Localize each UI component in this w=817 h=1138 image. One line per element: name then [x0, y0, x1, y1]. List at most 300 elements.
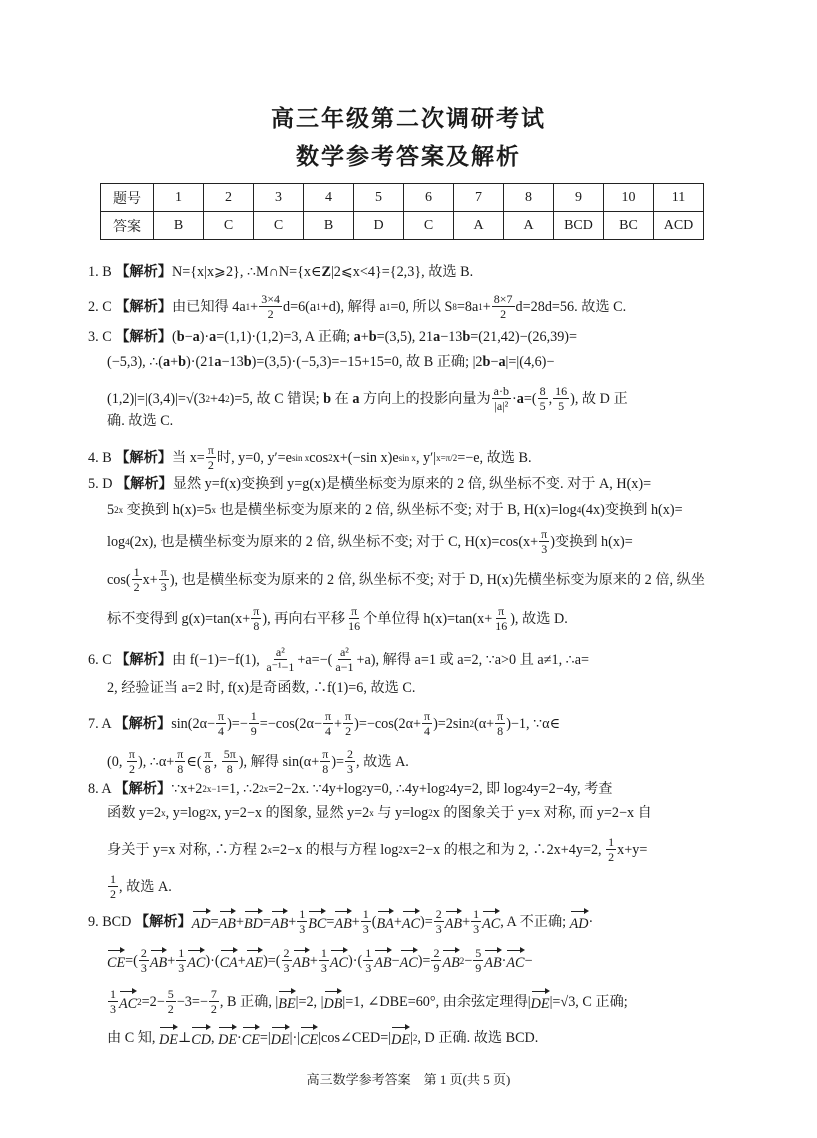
text-segment: 当 x=: [171, 449, 205, 466]
answer-cell: A: [454, 212, 504, 240]
bold-segment: a: [192, 329, 200, 345]
fraction: [259, 292, 282, 321]
denominator: 2: [345, 724, 352, 738]
subscript: 2: [445, 784, 450, 794]
vector: AD: [570, 909, 589, 934]
vector: DE: [218, 1025, 237, 1050]
numerator: 1: [365, 946, 372, 960]
vector: DE: [271, 1025, 290, 1050]
denominator: 3: [347, 762, 354, 776]
page-footer: 高三数学参考答案 第 1 页(共 5 页): [306, 1072, 511, 1087]
text-segment: |: [410, 1029, 413, 1046]
text-segment: =−cos(2α−: [259, 715, 322, 732]
text-segment: =(1,1)·(1,2)=3, A 正确;: [216, 329, 354, 345]
subscript: 2: [362, 784, 367, 794]
solution-line: [107, 384, 628, 413]
vector: DE: [531, 989, 550, 1014]
superscript: 2: [412, 1032, 418, 1043]
solution-line: [107, 527, 633, 556]
text-segment: =2−x 的根与方程 log: [272, 841, 399, 858]
denominator: 2: [133, 580, 140, 594]
text-segment: =8a: [456, 298, 479, 315]
denominator: 8: [253, 619, 260, 633]
bold-segment: b: [462, 329, 471, 345]
fraction: [323, 709, 333, 738]
bold-segment: 【解析】: [114, 781, 172, 797]
superscript: x: [267, 844, 273, 855]
numerator: 1: [320, 946, 327, 960]
text-segment: , 故选 A.: [119, 878, 172, 895]
solution-line: [88, 474, 651, 494]
text-segment: +: [334, 715, 343, 732]
text-segment: =: [326, 913, 335, 930]
denominator: 8: [204, 762, 211, 776]
text-segment: +: [393, 913, 402, 930]
text-segment: sin(2α−: [171, 715, 215, 732]
answer-cell: A: [504, 212, 554, 240]
superscript: 2: [137, 996, 142, 1007]
subscript: 2: [205, 808, 211, 818]
bold-segment: a: [498, 354, 506, 370]
fraction: [175, 747, 185, 776]
text-segment: 4y=2−4y, 考查: [526, 781, 613, 797]
fraction: [346, 604, 362, 633]
denominator: 2: [110, 887, 116, 901]
question-number: 9: [554, 184, 604, 212]
fraction: [539, 527, 549, 556]
text-segment: 1. B: [88, 264, 116, 280]
vector: BC: [308, 909, 326, 934]
text-segment: 也是横坐标变为原来的 2 倍, 纵坐标不变; 对于 B, H(x)=log: [215, 502, 577, 518]
denominator: 2: [210, 1002, 217, 1016]
answer-cell: C: [204, 212, 254, 240]
denominator: 2: [167, 1002, 174, 1016]
fraction: [553, 384, 569, 413]
text-segment: ), 解得 sin(α+: [238, 753, 320, 770]
bold-segment: Z: [321, 264, 331, 280]
vector: DB: [324, 989, 343, 1014]
text-segment: |2⩽x<4}={2,3}, 故选 B.: [330, 264, 474, 280]
text-segment: 4y=2, 即 log: [449, 781, 522, 797]
denominator: 9: [250, 724, 257, 738]
text-segment: +a), 解得 a=1 或 a=2, ∵a>0 且 a≠1, ∴a=: [356, 651, 589, 668]
vector: AD: [192, 909, 211, 934]
answer-cell: BC: [604, 212, 654, 240]
solution-line: [88, 907, 593, 936]
text-segment: ), ∴α+: [137, 753, 175, 770]
text-segment: +: [288, 913, 297, 930]
denominator: |a|²: [494, 399, 509, 413]
fraction: [495, 709, 505, 738]
answer-cell: ACD: [654, 212, 704, 240]
subscript: 1: [316, 301, 321, 312]
text-segment: x=2−x 的根之和为 2, ∴2x+4y=2,: [402, 841, 606, 858]
bold-segment: 【解析】: [115, 651, 172, 668]
numerator: π: [177, 747, 184, 761]
bold-segment: a: [209, 329, 217, 345]
denominator: 3: [541, 542, 548, 556]
bold-segment: b: [178, 354, 187, 370]
text-segment: |=1, ∠DBE=60°, 由余弦定理得|: [342, 993, 531, 1010]
denominator: 4: [325, 724, 331, 738]
answer-cell: BCD: [554, 212, 604, 240]
fraction: [206, 443, 216, 472]
text-segment: cos(: [107, 571, 131, 588]
numerator: 3×4: [261, 292, 280, 306]
vector: BE: [278, 989, 295, 1014]
superscript: sin x: [291, 452, 310, 463]
denominator: 3: [178, 961, 185, 975]
text-segment: +: [462, 913, 471, 930]
bold-segment: b: [176, 329, 185, 345]
solution-line: [107, 1025, 538, 1050]
fraction: [216, 709, 226, 738]
numerator: π: [324, 709, 332, 723]
superscript: sin x: [398, 452, 416, 463]
fraction: [320, 747, 330, 776]
question-number: 11: [654, 184, 704, 212]
text-segment: x, y=2−x 的图象, 显然 y=2: [210, 805, 370, 821]
text-segment: |=|(4,6)−: [505, 354, 555, 370]
fraction: [493, 604, 509, 633]
bold-segment: 【解析】: [114, 715, 172, 732]
text-segment: +: [482, 298, 491, 315]
vector: AB: [150, 948, 167, 973]
numerator: π: [218, 709, 225, 723]
solution-line: [88, 262, 473, 282]
fraction: [127, 747, 137, 776]
text-segment: =: [262, 913, 271, 930]
fraction: [431, 946, 441, 975]
subscript: 2: [398, 844, 403, 855]
text-segment: (: [371, 913, 377, 930]
numerator: 1: [608, 835, 615, 849]
text-segment: =0, 所以 S: [390, 298, 453, 315]
solution-line: [88, 327, 577, 347]
text-segment: =1, ∴2: [220, 781, 260, 797]
denominator: 3: [110, 1002, 116, 1016]
text-segment: 个单位得 h(x)=tan(x+: [363, 610, 493, 627]
denominator: 5: [539, 399, 546, 413]
fraction: [297, 907, 307, 936]
text-segment: |=√3, C 正确;: [549, 993, 628, 1010]
question-number: 4: [304, 184, 354, 212]
fraction: [176, 946, 186, 975]
text-segment: ·: [237, 1029, 242, 1046]
answer-table: [100, 183, 704, 240]
text-segment: +: [235, 913, 244, 930]
text-segment: −: [524, 952, 533, 969]
solution-line: [107, 500, 683, 520]
denominator: 3: [435, 922, 442, 936]
text-segment: (−5,3), ∴(: [107, 354, 164, 370]
vector: AB: [334, 909, 351, 934]
vector: AC: [482, 909, 500, 934]
text-segment: (2x), 也是横坐标变为原来的 2 倍, 纵坐标不变; 对于 C, H(x)=cos(x+: [129, 533, 539, 550]
vector: DE: [391, 1025, 410, 1050]
denominator: 3: [299, 922, 306, 936]
numerator: 1: [473, 907, 480, 921]
solution-line: [107, 352, 554, 372]
denominator: 16: [495, 619, 508, 633]
text-segment: −3=−: [176, 993, 208, 1010]
denominator: 3: [362, 922, 369, 936]
solution-line: [88, 443, 532, 472]
text-segment: ), 故 D 正: [570, 390, 628, 407]
vector: AC: [187, 948, 205, 973]
numerator: 7: [210, 987, 217, 1001]
text-segment: +: [351, 913, 360, 930]
text-segment: )=: [331, 753, 345, 770]
text-segment: =2−: [141, 993, 165, 1010]
text-segment: +: [360, 329, 369, 345]
text-segment: 4. B: [88, 449, 116, 466]
vector: AB: [484, 948, 501, 973]
bold-segment: a: [353, 329, 361, 345]
numerator: 1: [250, 709, 257, 723]
solution-line: [107, 565, 705, 594]
text-segment: |cos∠CED=|: [318, 1029, 392, 1046]
denominator: 4: [424, 724, 431, 738]
bold-segment: b: [323, 390, 332, 407]
fraction: [108, 987, 118, 1016]
text-segment: |·|: [289, 1029, 301, 1046]
text-segment: 6. C: [88, 651, 116, 668]
bold-segment: b: [482, 354, 491, 370]
numerator: 16: [555, 384, 568, 398]
denominator: 8: [177, 762, 184, 776]
solution-line: [107, 678, 415, 698]
text-segment: +: [309, 952, 318, 969]
vector: AB: [445, 909, 462, 934]
text-segment: (: [171, 329, 177, 345]
fraction: [159, 565, 169, 594]
text-segment: 显然 y=f(x)变换到 y=g(x)是横坐标变为原来的 2 倍, 纵坐标不变. 对于 A, H(x)=: [172, 476, 652, 492]
superscript: 2: [225, 393, 230, 404]
subscript: 8: [452, 301, 457, 312]
text-segment: ,: [548, 390, 553, 407]
fraction: [538, 384, 548, 413]
numerator: 1: [110, 872, 116, 886]
solution-line: [107, 946, 533, 975]
denominator: 3: [473, 922, 480, 936]
text-segment: , 故选 A.: [356, 753, 409, 770]
bold-segment: a: [163, 354, 171, 370]
superscript: 2: [205, 393, 210, 404]
text-segment: 与 y=log: [373, 805, 429, 821]
page-subtitle: 数学参考答案及解析: [296, 144, 521, 169]
text-segment: +: [250, 298, 259, 315]
solution-line: [107, 747, 409, 776]
text-segment: −: [391, 952, 400, 969]
superscript: 2x−1: [202, 784, 221, 794]
denominator: 3: [140, 961, 147, 975]
subscript: 1: [385, 301, 391, 312]
vector: CD: [191, 1025, 211, 1050]
text-segment: −: [464, 952, 473, 969]
fraction: [361, 907, 371, 936]
fraction: [471, 907, 481, 936]
text-segment: 在: [331, 390, 353, 407]
text-segment: +d), 解得 a: [320, 298, 386, 315]
numerator: π: [207, 443, 214, 457]
text-segment: 函数 y=2: [107, 805, 162, 821]
numerator: 5π: [223, 747, 236, 761]
subscript: 1: [245, 301, 251, 312]
text-segment: −13: [440, 329, 463, 345]
denominator: 2: [608, 850, 615, 864]
fraction: [132, 565, 142, 594]
text-segment: ), 也是横坐标变为原来的 2 倍, 纵坐标不变; 对于 D, H(x)先横坐标变为原来的 2 倍, 纵坐: [169, 571, 705, 588]
text-segment: (α+: [473, 715, 495, 732]
vector: BA: [377, 909, 394, 934]
answer-cell: D: [354, 212, 404, 240]
solution-line: [88, 292, 626, 321]
bold-segment: a: [516, 390, 524, 407]
vector: AB: [442, 948, 459, 973]
text-segment: −13: [221, 354, 244, 370]
denominator: 3: [160, 580, 167, 594]
text-segment: )=: [417, 952, 431, 969]
numerator: 1: [362, 907, 369, 921]
solution-line: [107, 835, 647, 864]
fraction: [363, 946, 373, 975]
text-segment: |=2, |: [295, 993, 324, 1010]
superscript: x: [161, 808, 166, 818]
numerator: π: [497, 709, 504, 723]
vector: AB: [271, 909, 288, 934]
text-segment: )·(: [205, 952, 220, 969]
subscript: 4: [576, 505, 582, 515]
text-segment: x+y=: [617, 841, 648, 858]
vector: AE: [246, 948, 263, 973]
answer-label: 答案: [101, 212, 154, 240]
denominator: 2: [267, 307, 274, 321]
denominator: 5: [558, 399, 565, 413]
vector: AB: [219, 909, 236, 934]
fraction: [473, 946, 483, 975]
text-segment: cos: [309, 449, 329, 466]
fraction: [345, 747, 355, 776]
superscript: 2: [469, 718, 474, 729]
text-segment: )=−: [227, 715, 248, 732]
text-segment: x 的图象关于 y=x 对称, 而 y=2−x 自: [432, 805, 652, 821]
fraction: [282, 946, 292, 975]
fraction: [264, 645, 296, 674]
denominator: 16: [348, 619, 361, 633]
fraction: [222, 747, 238, 776]
text-segment: =(: [125, 952, 138, 969]
bold-segment: b: [243, 354, 252, 370]
numerator: 8×7: [493, 292, 513, 306]
numerator: 2: [433, 946, 440, 960]
text-segment: 5: [107, 502, 115, 518]
question-number: 5: [354, 184, 404, 212]
bold-segment: 【解析】: [115, 264, 172, 280]
numerator: 1: [299, 907, 306, 921]
text-segment: =−e, 故选 B.: [457, 449, 532, 466]
text-segment: −: [184, 329, 193, 345]
text-segment: =2−2x. ∵4y+log: [268, 781, 363, 797]
question-number: 1: [154, 184, 204, 212]
superscript: 2: [328, 452, 333, 463]
bold-segment: 【解析】: [115, 476, 173, 492]
fraction: [343, 709, 353, 738]
text-segment: )变换到 h(x)=: [550, 533, 633, 550]
text-segment: , B 正确, |: [219, 993, 279, 1010]
answer-cell: B: [304, 212, 354, 240]
text-segment: 7. A: [88, 715, 115, 732]
text-segment: =: [210, 913, 219, 930]
vector: AB: [293, 948, 310, 973]
superscript: 2x: [259, 784, 269, 794]
numerator: π: [160, 565, 167, 579]
page-title: 高三年级第二次调研考试: [271, 106, 546, 131]
fraction: [333, 645, 355, 674]
vector: CE: [107, 948, 125, 973]
numerator: a·b: [493, 384, 509, 398]
text-segment: 由 f(−1)=−f(1),: [171, 651, 264, 668]
vector: AC: [402, 909, 420, 934]
text-segment: )·: [199, 329, 210, 345]
text-segment: ,: [211, 1029, 219, 1046]
text-segment: ·: [588, 913, 594, 930]
text-segment: 由已知得 4a: [171, 298, 246, 315]
numerator: a²: [339, 645, 349, 659]
denominator: 2: [128, 762, 135, 776]
bold-segment: 【解析】: [115, 329, 172, 345]
text-segment: +4: [210, 390, 226, 407]
text-segment: d=6(a: [282, 298, 317, 315]
numerator: 1: [133, 565, 140, 579]
text-segment: )−1, ∵α∈: [506, 715, 561, 732]
vector: AC: [506, 948, 524, 973]
fraction: [251, 604, 261, 633]
numerator: 2: [435, 907, 442, 921]
text-segment: +: [167, 952, 176, 969]
bold-segment: a: [352, 390, 360, 407]
text-segment: log: [107, 533, 126, 550]
text-segment: +: [170, 354, 179, 370]
text-segment: , y=log: [165, 805, 206, 821]
question-number-row: [101, 184, 704, 212]
question-number: 6: [404, 184, 454, 212]
text-segment: 由 C 知,: [107, 1029, 160, 1046]
text-segment: ∵x+2: [171, 781, 203, 797]
bold-segment: b: [368, 329, 377, 345]
numerator: π: [322, 747, 329, 761]
solution-line: [107, 604, 568, 633]
text-segment: ∈(: [186, 753, 202, 770]
solution-line: [88, 709, 560, 738]
text-segment: 3. C: [88, 329, 116, 345]
solution-line: [88, 645, 589, 674]
denominator: 9: [475, 961, 482, 975]
text-segment: 2. C: [88, 298, 116, 315]
text-segment: 2, 经验证当 a=2 时, f(x)是奇函数, ∴f(1)=6, 故选 C.: [107, 680, 416, 696]
answer-row: [101, 212, 704, 240]
denominator: 3: [283, 961, 290, 975]
text-segment: 时, y=0, y′=e: [216, 449, 292, 466]
text-segment: +a=−(: [297, 651, 333, 668]
fraction: [434, 907, 444, 936]
fraction: [492, 292, 515, 321]
fraction: [139, 946, 149, 975]
text-segment: ·: [501, 952, 507, 969]
vector: CE: [300, 1025, 318, 1050]
text-segment: , y′|: [415, 449, 437, 466]
denominator: 8: [322, 762, 329, 776]
